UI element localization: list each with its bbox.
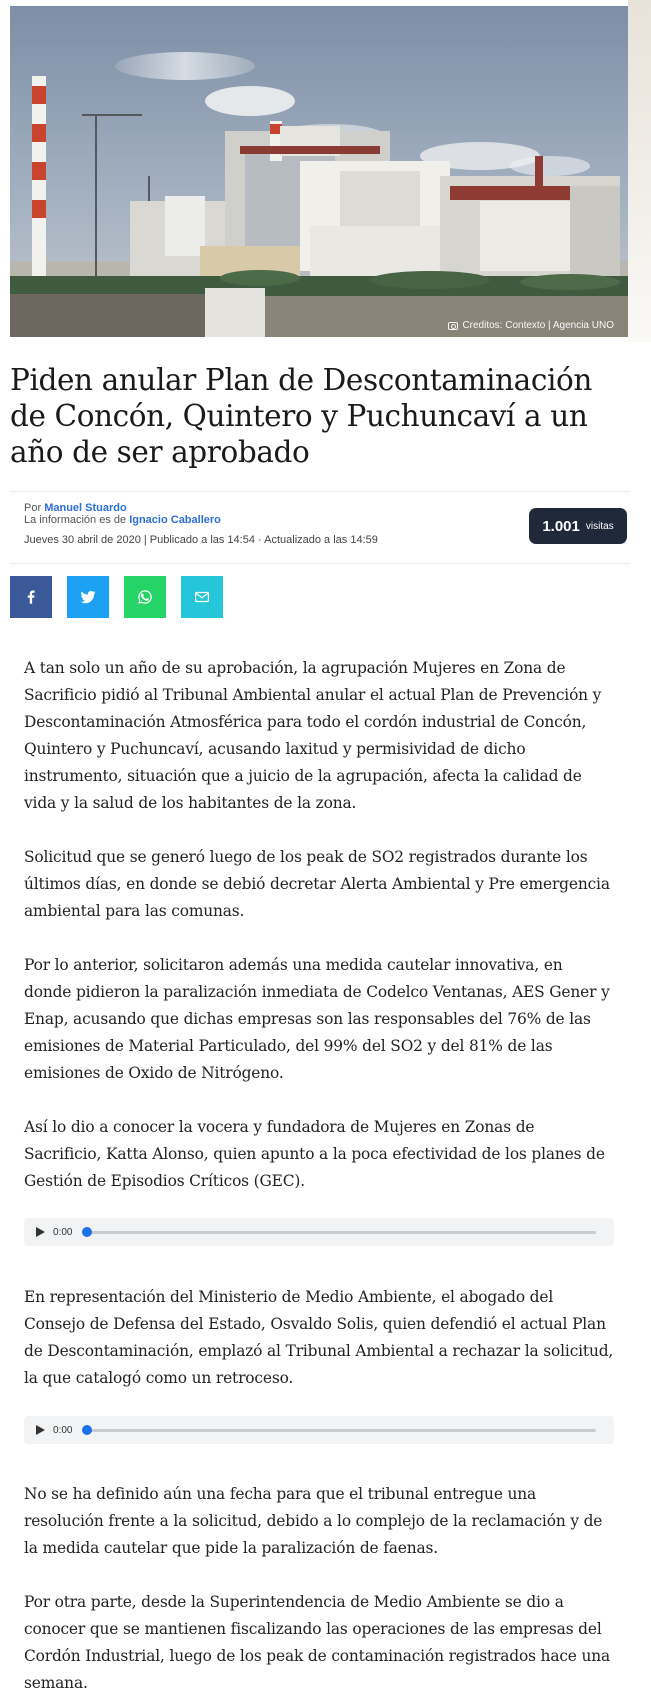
audio-progress-track[interactable] [86,1231,596,1234]
hero-edge-shade [628,0,651,342]
facebook-icon [22,588,40,606]
hero-image [10,6,628,337]
body-paragraph-5: En representación del Ministerio de Medio Ambiente, el abogado del Consejo de Defensa del Estado, Osvaldo Solis, quien defendió el actual Plan de Descontaminación, emplazó al Tribunal Ambiental a rechazar la solicitud, la que catalogó como un retroceso. [24,1288,614,1387]
whatsapp-icon [136,588,154,606]
source-line [24,514,494,526]
audio-progress-thumb[interactable] [82,1227,92,1237]
body-paragraph-2: Solicitud que se generó luego de los peak de SO2 registrados durante los últimos días, en donde se debió decretar Alerta Ambiental y Pre emergencia ambiental para las comunas. [24,848,610,920]
audio-player-2 [24,1416,614,1444]
audio-progress-thumb[interactable] [82,1425,92,1435]
body-paragraph-1: A tan solo un año de su aprobación, la agrupación Mujeres en Zona de Sacrificio pidió al Tribunal Ambiental anular el actual Plan de Prevención y Descontaminación Atmosférica para todo el cordón industrial de Concón, Quintero y Puchuncaví, acusando laxitud y permisividad de dicho instrumento, situación que a juicio de la agrupación, afecta la calidad de vida y la salud de los habitantes de la zona. [24,659,602,812]
share-email-button[interactable] [181,576,223,618]
article-meta [24,502,494,546]
article-title: Piden anular Plan de Descontaminación de Concón, Quintero y Puchuncaví a un año de ser aprobado [10,363,592,469]
twitter-icon [79,588,97,606]
play-icon[interactable] [36,1227,45,1237]
share-twitter-button[interactable] [67,576,109,618]
source-link[interactable]: Ignacio Caballero [129,514,221,526]
publish-dates: Jueves 30 abril de 2020 | Publicado a las 14:54 · Actualizado a las 14:59 [24,534,378,546]
camera-icon [448,322,458,330]
author-line [24,502,494,514]
mail-icon [193,588,211,606]
author-link[interactable]: Manuel Stuardo [44,502,127,514]
body-paragraph-6: No se ha definido aún una fecha para que el tribunal entregue una resolución frente a la solicitud, debido a lo complejo de la reclamación y de la medida cautelar que pide la paralización de faenas. [24,1485,603,1557]
source-prefix: La información es de [24,514,127,526]
body-paragraph-7: Por otra parte, desde la Superintendencia de Medio Ambiente se dio a conocer que se mantienen fiscalizando las operaciones de las empresas del Cordón Industrial, luego de los peak de contaminación registrados hace una semana. [24,1593,611,1692]
author-prefix: Por [24,502,42,514]
visits-count: 1.001 [542,517,580,535]
audio-player-1 [24,1218,614,1246]
audio-time: 0:00 [53,1424,73,1436]
share-whatsapp-button[interactable] [124,576,166,618]
share-bar [10,576,223,618]
photo-credit-text: Creditos: Contexto | Agencia UNO [462,320,614,331]
audio-progress-track[interactable] [86,1429,596,1432]
divider [10,491,630,492]
visits-label: visitas [585,520,614,532]
body-paragraph-3: Por lo anterior, solicitaron además una medida cautelar innovativa, en donde pidieron la paralización inmediata de Codelco Ventanas, AES Gener y Enap, acusando que dichas empresas son las responsables del 76% de las emisiones de Material Particulado, del 99% del SO2 y del 81% de las emisiones de Oxido de Nitrógeno. [24,956,610,1082]
divider [10,563,630,564]
visits-badge [529,508,627,544]
photo-credit [448,320,614,331]
audio-time: 0:00 [53,1226,73,1238]
share-facebook-button[interactable] [10,576,52,618]
play-icon[interactable] [36,1425,45,1435]
body-paragraph-4: Así lo dio a conocer la vocera y fundadora de Mujeres en Zonas de Sacrificio, Katta Alonso, quien apunto a la poca efectividad de los planes de Gestión de Episodios Críticos (GEC). [24,1118,605,1190]
industrial-plant-photo [10,6,628,337]
